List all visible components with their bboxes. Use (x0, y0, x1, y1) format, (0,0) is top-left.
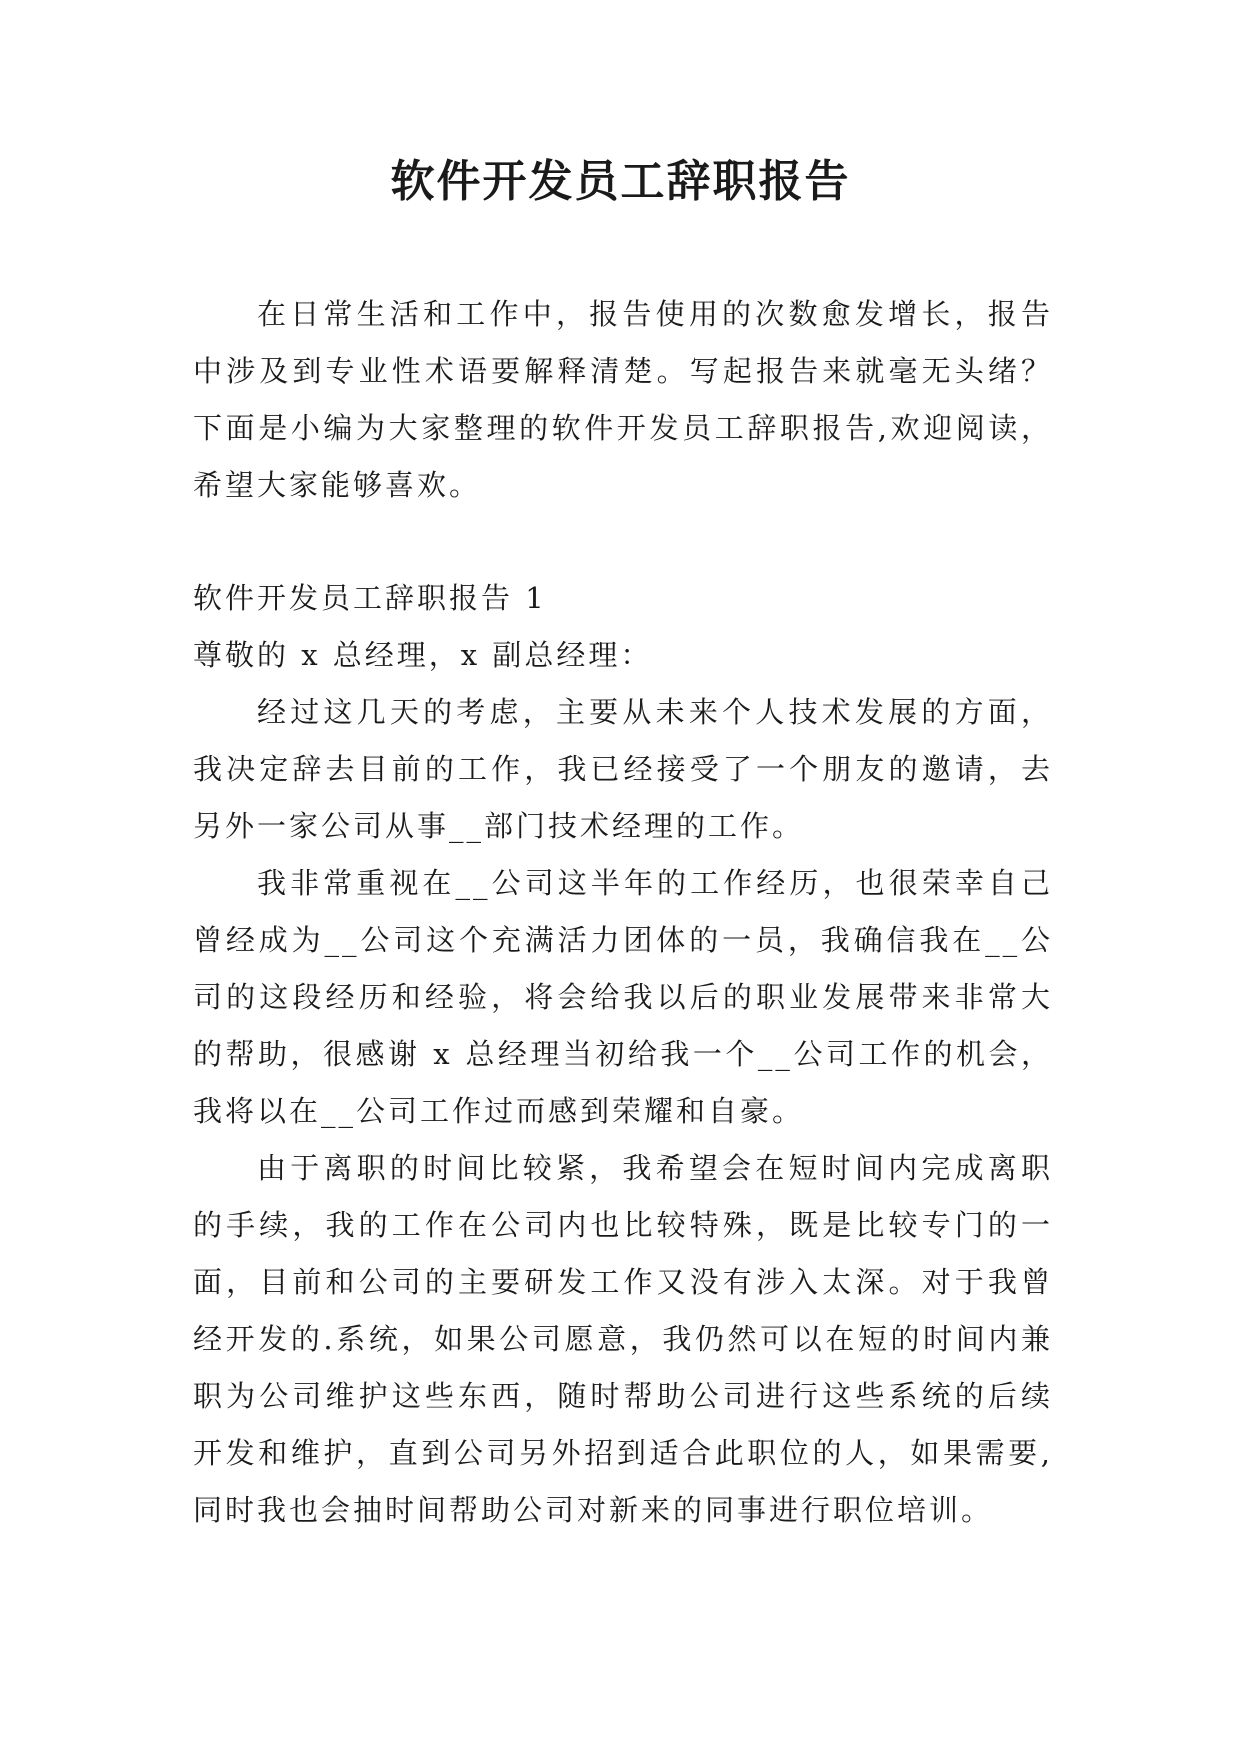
body-paragraph: 我非常重视在__公司这半年的工作经历，也很荣幸自己曾经成为__公司这个充满活力团体的一员，我确信我在__公司的这段经历和经验，将会给我以后的职业发展带来非常大的帮助，很感谢 x 总经理当初给我一个__公司工作的机会，我将以在__公司工作过而感到荣耀和自豪。 (193, 866, 1053, 1128)
section-heading: 软件开发员工辞职报告 1 (193, 581, 547, 615)
body-paragraph: 经过这几天的考虑，主要从未来个人技术发展的方面，我决定辞去目前的工作，我已经接受了一个朋友的邀请，去另外一家公司从事__部门技术经理的工作。 (193, 695, 1053, 843)
document-body (193, 286, 1053, 1539)
salutation: 尊敬的 x 总经理，x 副总经理： (193, 638, 653, 672)
document-title: 软件开发员工辞职报告 (390, 156, 851, 207)
intro-paragraph: 在日常生活和工作中，报告使用的次数愈发增长，报告中涉及到专业性术语要解释清楚。写起报告来就毫无头绪？下面是小编为大家整理的软件开发员工辞职报告,欢迎阅读，希望大家能够喜欢。 (193, 297, 1053, 502)
body-paragraph: 由于离职的时间比较紧，我希望会在短时间内完成离职的手续，我的工作在公司内也比较特殊，既是比较专门的一面，目前和公司的主要研发工作又没有涉入太深。对于我曾经开发的.系统，如果公司愿意，我仍然可以在短的时间内兼职为公司维护这些东西，随时帮助公司进行这些系统的后续开发和维护，直到公司另外招到适合此职位的人，如果需要,同时我也会抽时间帮助公司对新来的同事进行职位培训。 (193, 1151, 1053, 1527)
